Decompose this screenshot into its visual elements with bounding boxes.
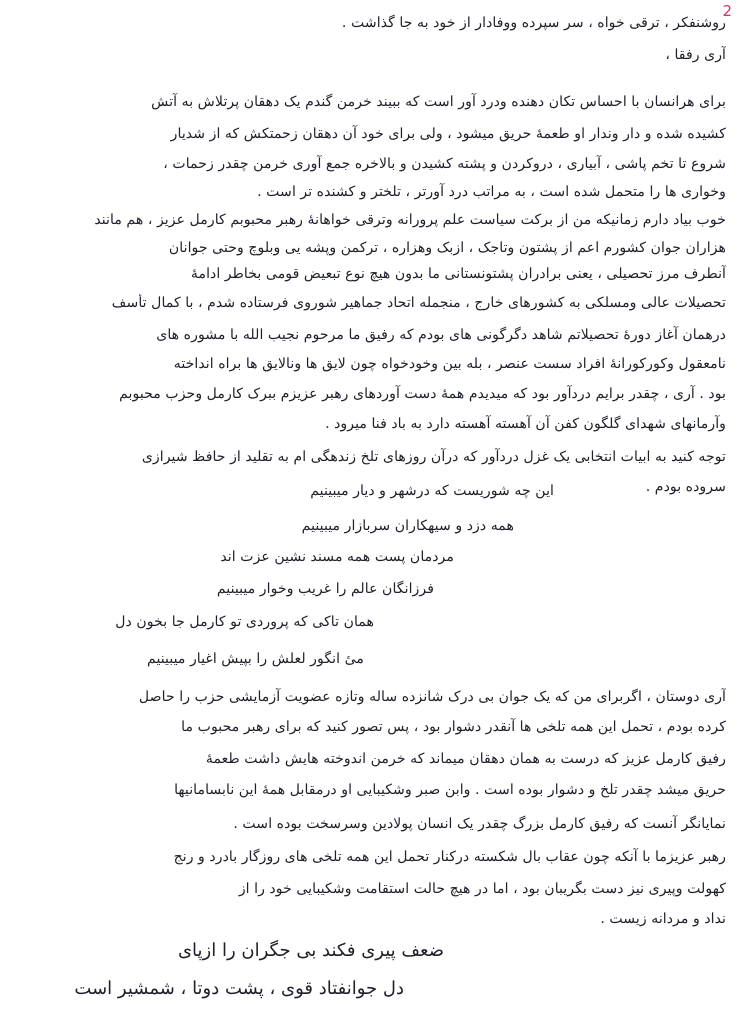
text-line: روشنفکر ، ترقی خواه ، سر سپرده ووفادار از خود به جا گذاشت . — [341, 15, 726, 31]
text-line: نمایانگر آنست که رفیق کارمل بزرگ چقدر یک انسان پولادین وسرسخت بوده است . — [233, 816, 726, 832]
text-line: حریق میشد چقدر تلخ و دشوار بوده است . وابن صبر وشکیبایی او درمقابل همهٔ این نابسامانیها — [174, 782, 726, 798]
text-line: هزاران جوان کشورم اعم از پشتون وتاجک ، ازبک وهزاره ، ترکمن وپشه یی وبلوچ وحتی جوانان — [168, 240, 726, 256]
text-line: وخواری ها را متحمل شده است ، به مراتب درد آورتر ، تلختر و کشنده تر است . — [257, 184, 726, 200]
text-line: آری رفقا ، — [665, 47, 726, 63]
text-line: نداد و مردانه زیست . — [600, 911, 726, 927]
text-line: بود . آری ، چقدر برایم دردآور بود که میدیدم همهٔ دست آوردهای رهبر عزیزم ببرک کارمل وحزب محبوبم — [119, 386, 726, 402]
text-line: کشیده شده و دار وندار او طعمهٔ حریق میشود ، ولی برای خود آن دهقان زحمتکش که از شدیار — [170, 126, 726, 142]
poem-verse: همان تاکی که پروردی تو کارمل جا بخون دل — [115, 614, 374, 630]
final-verse: دل جوانفتاد قوی ، پشت دوتا ، شمشیر است — [74, 978, 404, 999]
text-line: وآرمانهای شهدای گلگون کفن آن آهسته آهسته دارد به باد فنا میرود . — [325, 416, 726, 432]
text-line: تحصیلات عالی ومسلکی به کشورهای خارج ، منجمله اتحاد جماهیر شوروی فرستاده شدم ، با کمال تأسف — [111, 295, 726, 311]
final-verse: ضعف پیری فکند بی جگران را ازپای — [177, 940, 444, 961]
poem-verse: فرزانگان عالم را غریب وخوار میبینیم — [216, 581, 434, 597]
poem-verse: همه دزد و سیهکاران سربازار میبینیم — [301, 518, 514, 534]
text-line: نامعقول وکورکورانهٔ افراد سست عنصر ، بله بین وخودخواه چون لایق ها ونالایق ها براه انداخته — [173, 356, 726, 372]
page-number: 2 — [722, 2, 732, 20]
text-line: سروده بودم . — [645, 479, 726, 495]
poem-verse: میٔ انگور لعلش را بپیش اغیار میبینیم — [147, 651, 364, 667]
text-line: برای هرانسان با احساس تکان دهنده ودرد آور است که ببیند خرمن گندم یک دهقان پرتلاش به آتش — [151, 94, 726, 110]
text-line: آری دوستان ، اگربرای من که یک جوان بی درک شانزده ساله وتازه عضویت آزمایشی حزب را حاصل — [138, 689, 726, 705]
text-line: رهبر عزیزما با آنکه چون عقاب بال شکسته درکنار تحمل این همه تلخی های روزگار بادرد و رنج — [173, 849, 726, 865]
poem-verse: این چه شوریست که درشهر و دیار میبینیم — [310, 483, 554, 499]
text-line: شروع تا تخم پاشی ، آبیاری ، دروکردن و پشته کشیدن و بالاخره جمع آوری خرمن چقدر زحمات ، — [163, 156, 726, 172]
text-line: توجه کنید به ابیات انتخابی یک غزل دردآور که درآن روزهای تلخ زندهگی ام به تقلید از حافظ شیرازی — [141, 449, 726, 465]
text-line: کرده بودم ، تحمل این همه تلخی ها آنقدر دشوار بود ، پس تصور کنید که برای رهبر محبوب ما — [181, 719, 726, 735]
text-line: آنطرف مرز تحصیلی ، یعنی برادران پشتونستانی ما بدون هیچ نوع تبعیض قومی بخاطر ادامهٔ — [190, 266, 726, 282]
text-line: رفیق کارمل عزیز که درست به همان دهقان میماند که خرمن اندوخته هایش داشت طعمهٔ — [205, 751, 726, 767]
text-line: خوب بیاد دارم زمانیکه من از برکت سیاست علم پرورانه وترقی خواهانهٔ رهبر محبوبم کارمل عزیز ، هم مانند — [94, 212, 726, 228]
text-line: کهولت وپیری نیز دست بگریبان بود ، اما در هیچ حالت استقامت وشکیبایی خود را از — [238, 881, 726, 897]
text-line: درهمان آغاز دورهٔ تحصیلاتم شاهد دگرگونی های بودم که رفیق ما مرحوم نجیب الله با مشوره های — [156, 327, 726, 343]
poem-verse: مردمان پست همه مسند نشین عزت اند — [220, 549, 454, 565]
